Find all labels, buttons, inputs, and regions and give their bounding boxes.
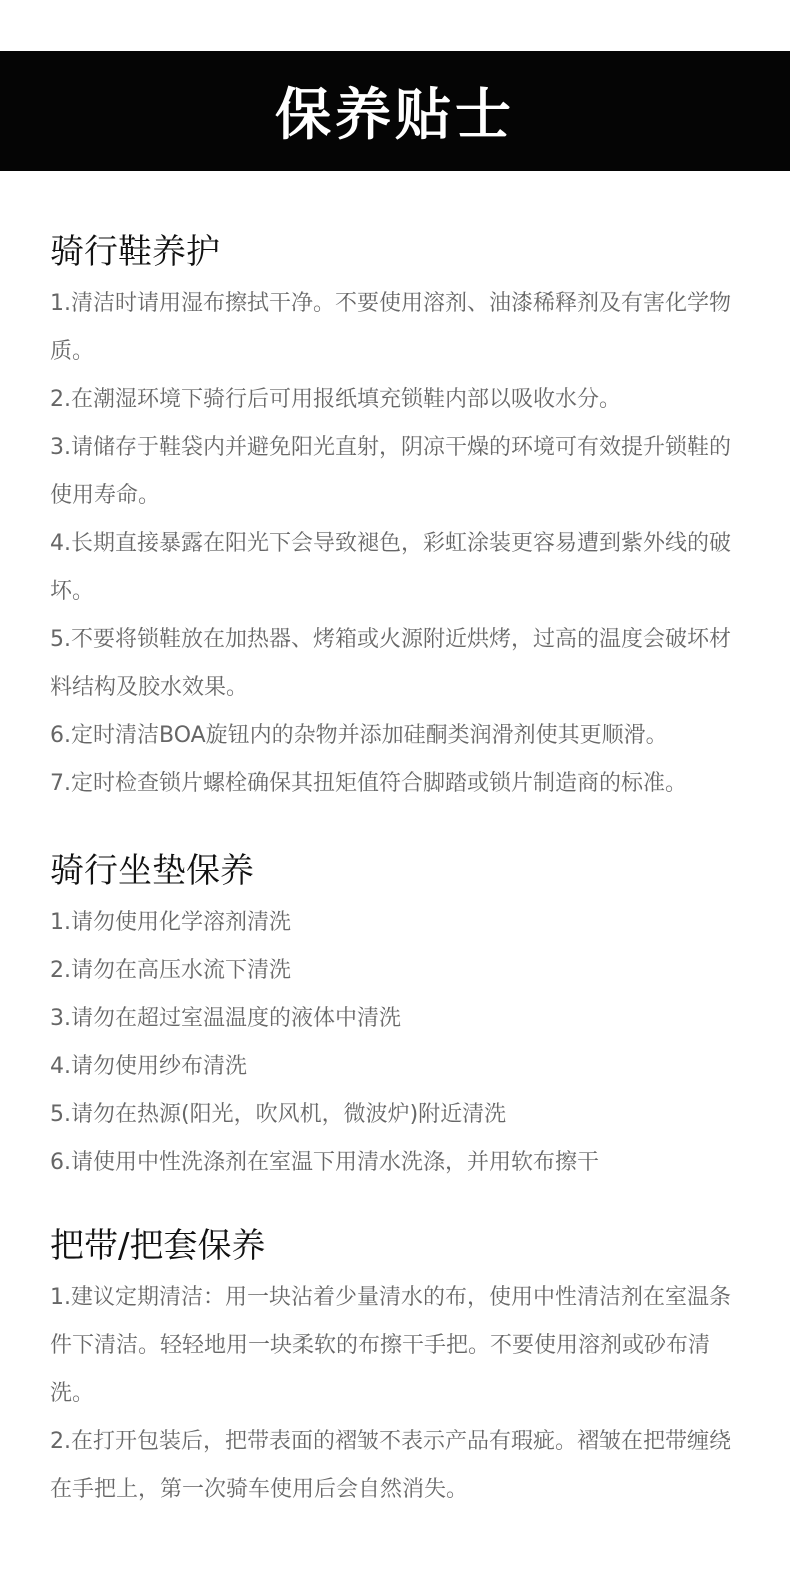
header-banner bbox=[0, 51, 790, 171]
section-title: 把带/把套保养 bbox=[50, 1226, 266, 1266]
list-item: 2.在潮湿环境下骑行后可用报纸填充锁鞋内部以吸收水分。 bbox=[50, 387, 621, 412]
section-title: 骑行鞋养护 bbox=[50, 232, 220, 272]
section-title: 骑行坐垫保养 bbox=[50, 851, 254, 891]
list-item: 5.请勿在热源(阳光，吹风机，微波炉)附近清洗 bbox=[50, 1102, 507, 1127]
list-item: 4.长期直接暴露在阳光下会导致褪色，彩虹涂装更容易遭到紫外线的破坏。 bbox=[50, 531, 731, 604]
list-item: 1.请勿使用化学溶剂清洗 bbox=[50, 910, 291, 935]
list-item: 6.请使用中性洗涤剂在室温下用清水洗涤，并用软布擦干 bbox=[50, 1150, 599, 1175]
page-title: 保养贴士 bbox=[275, 83, 515, 148]
list-item: 4.请勿使用纱布清洗 bbox=[50, 1054, 247, 1079]
list-item: 1.建议定期清洁：用一块沾着少量清水的布，使用中性清洁剂在室温条件下清洁。轻轻地用一块柔软的布擦干手把。不要使用溶剂或砂布清洗。 bbox=[50, 1285, 731, 1406]
list-item: 6.定时清洁BOA旋钮内的杂物并添加硅酮类润滑剂使其更顺滑。 bbox=[50, 723, 668, 748]
list-item: 2.请勿在高压水流下清洗 bbox=[50, 958, 291, 983]
section-saddle-care bbox=[50, 847, 750, 1187]
list-item: 2.在打开包装后，把带表面的褶皱不表示产品有瑕疵。褶皱在把带缠绕在手把上，第一次骑车使用后会自然消失。 bbox=[50, 1429, 731, 1502]
section-handlebar-tape-care bbox=[50, 1222, 750, 1514]
list-item: 3.请储存于鞋袋内并避免阳光直射，阴凉干燥的环境可有效提升锁鞋的使用寿命。 bbox=[50, 435, 731, 508]
section-cycling-shoes-care bbox=[50, 228, 750, 808]
list-item: 3.请勿在超过室温温度的液体中清洗 bbox=[50, 1006, 401, 1031]
list-item: 5.不要将锁鞋放在加热器、烤箱或火源附近烘烤，过高的温度会破坏材料结构及胶水效果。 bbox=[50, 627, 731, 700]
list-item: 1.清洁时请用湿布擦拭干净。不要使用溶剂、油漆稀释剂及有害化学物质。 bbox=[50, 291, 731, 364]
list-item: 7.定时检查锁片螺栓确保其扭矩值符合脚踏或锁片制造商的标准。 bbox=[50, 771, 687, 796]
